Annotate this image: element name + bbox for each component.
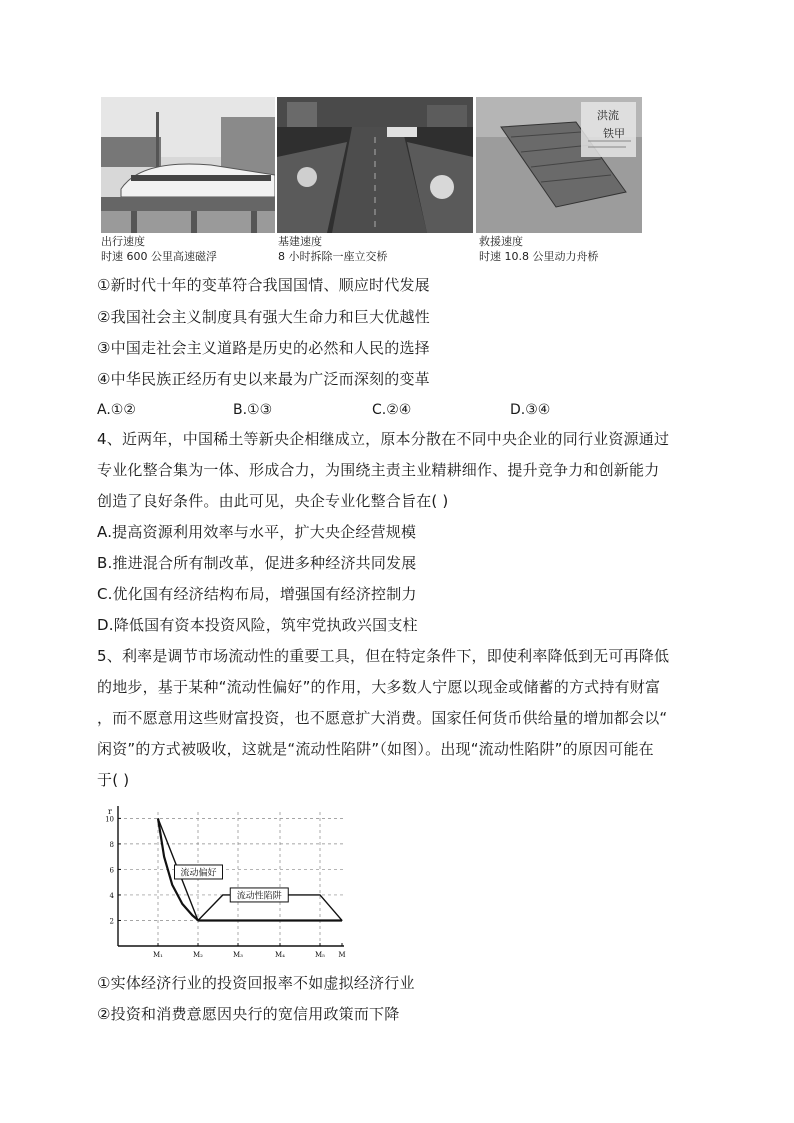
liquidity-trap-label: 流动性陷阱 <box>236 891 282 902</box>
stamp-text: 洪流 <box>597 109 619 122</box>
y-axis-label: r <box>108 807 112 816</box>
q3-option-c[interactable]: C.②④ <box>372 402 412 418</box>
x-tick-label: M₅ <box>315 951 325 959</box>
image-caption-title: 基建速度 <box>278 235 322 248</box>
q5-stem-line: 5、利率是调节市场流动性的重要工具，但在特定条件下，即使利率降低到无可再降低 <box>97 647 670 665</box>
pontoon-bridge-photo <box>476 97 642 233</box>
q3-statement-2: ②我国社会主义制度具有强大生命力和巨大优越性 <box>97 308 430 326</box>
image-caption-desc: 时速 10.8 公里动力舟桥 <box>479 250 599 263</box>
q3-statement-3: ③中国走社会主义道路是历史的必然和人民的选择 <box>97 339 430 357</box>
liquidity-trap-chart <box>100 804 346 962</box>
image-caption-title: 出行速度 <box>101 235 145 248</box>
q4-option-b[interactable]: B.推进混合所有制改革，促进多种经济共同发展 <box>97 554 417 572</box>
q4-option-d[interactable]: D.降低国有资本投资风险，筑牢党执政兴国支柱 <box>97 616 418 634</box>
y-tick-label: 8 <box>109 840 114 849</box>
q5-stem-line: 闲资”的方式被吸收，这就是“流动性陷阱”（如图）。出现“流动性陷阱”的原因可能在 <box>97 740 654 758</box>
image-caption-desc: 时速 600 公里高速磁浮 <box>101 250 217 263</box>
x-tick-label: M₁ <box>153 951 163 959</box>
svg-text:铁甲: 铁甲 <box>603 127 625 140</box>
y-tick-label: 6 <box>109 866 114 875</box>
q3-option-d[interactable]: D.③④ <box>510 402 551 418</box>
q5-statement-2: ②投资和消费意愿因央行的宽信用政策而下降 <box>97 1005 400 1023</box>
q5-stem-line: 的地步，基于某种“流动性偏好”的作用，大多数人宁愿以现金或储蓄的方式持有财富 <box>97 678 661 696</box>
q4-stem-line: 4、近两年，中国稀土等新央企相继成立，原本分散在不同中央企业的同行业资源通过 <box>97 430 670 448</box>
bridge-demolition-photo <box>277 97 473 233</box>
maglev-train-photo <box>101 97 275 233</box>
q4-stem-line: 创造了良好条件。由此可见，央企专业化整合旨在( ) <box>97 492 449 510</box>
q4-option-c[interactable]: C.优化国有经济结构布局，增强国有经济控制力 <box>97 585 417 603</box>
q3-statement-4: ④中华民族正经历有史以来最为广泛而深刻的变革 <box>97 370 430 388</box>
image-caption-title: 救援速度 <box>479 235 523 248</box>
liquidity-preference-label: 流动偏好 <box>180 868 217 879</box>
x-tick-label: M <box>338 951 346 959</box>
q5-stem-line: 于( ) <box>97 771 130 789</box>
q5-statement-1: ①实体经济行业的投资回报率不如虚拟经济行业 <box>97 974 415 992</box>
y-tick-label: 10 <box>105 815 114 824</box>
q4-option-a[interactable]: A.提高资源利用效率与水平，扩大央企经营规模 <box>97 523 417 541</box>
q4-stem-line: 专业化整合集为一体、形成合力，为围绕主责主业精耕细作、提升竞争力和创新能力 <box>97 461 660 479</box>
x-tick-label: M₂ <box>193 951 203 959</box>
q3-option-a[interactable]: A.①② <box>97 402 136 418</box>
y-tick-label: 2 <box>109 917 114 926</box>
q5-stem-line: ，而不愿意用这些财富投资，也不愿意扩大消费。国家任何货币供给量的增加都会以“ <box>97 709 668 727</box>
q3-statement-1: ①新时代十年的变革符合我国国情、顺应时代发展 <box>97 276 430 294</box>
x-tick-label: M₃ <box>233 951 243 959</box>
y-tick-label: 4 <box>109 891 114 900</box>
q3-option-b[interactable]: B.①③ <box>233 402 273 418</box>
image-caption-desc: 8 小时拆除一座立交桥 <box>278 250 388 263</box>
x-tick-label: M₄ <box>275 951 285 959</box>
